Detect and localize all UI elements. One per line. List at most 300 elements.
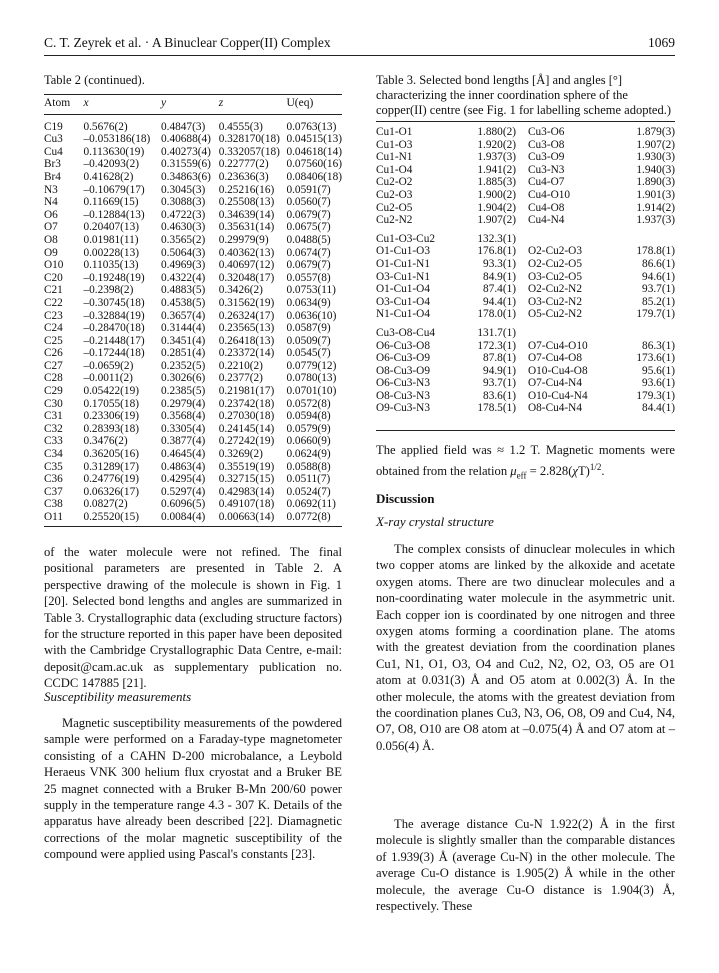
table2-cell: C35 xyxy=(44,460,63,473)
table2-cell: 0.5297(4) xyxy=(161,485,206,498)
table2-cell: 0.42983(14) xyxy=(218,485,275,498)
table2-row xyxy=(44,221,342,234)
table2-cell: 0.113630(19) xyxy=(83,145,145,158)
table2-row xyxy=(44,209,342,222)
table2-col-ueq: U(eq) xyxy=(286,97,314,109)
table2-cell: 0.2385(5) xyxy=(161,385,206,398)
table2-cell: 0.3426(2) xyxy=(218,284,263,297)
table3-cell: O8-Cu3-N3 xyxy=(376,389,430,402)
table2-cell: 0.3045(3) xyxy=(161,183,206,196)
table2-col-y: y xyxy=(161,97,167,109)
subsection-susceptibility: Susceptibility measurements xyxy=(44,689,192,704)
table2-cell: –0.28470(18) xyxy=(83,322,145,335)
table3-row xyxy=(376,340,675,353)
table3-cell: Cu3-O8-Cu4 xyxy=(376,326,435,339)
table3-cell: O6-Cu3-O8 xyxy=(376,339,430,352)
table3-cell: 131.7(1) xyxy=(477,326,516,339)
table2-cell: O8 xyxy=(44,233,58,246)
table2-cell: 0.6096(5) xyxy=(161,498,206,511)
table2-cell: 0.11035(13) xyxy=(83,259,139,272)
table2-cell: 0.2352(5) xyxy=(161,359,206,372)
table2-cell: 0.24776(19) xyxy=(83,473,139,486)
table2-cell: 0.26418(13) xyxy=(218,334,275,347)
table3-row xyxy=(376,139,675,152)
table2-cell: 0.0660(9) xyxy=(286,435,331,448)
table2-cell: 0.11669(15) xyxy=(83,196,139,209)
table3-body xyxy=(376,126,675,415)
table3-cell: 178.5(1) xyxy=(477,402,516,415)
table2-header-row xyxy=(44,95,342,114)
table2-cell: C36 xyxy=(44,473,63,486)
table2-cell: –0.0011(2) xyxy=(83,372,133,385)
table2-cell: 0.06326(17) xyxy=(83,485,139,498)
table2-cell: 0.0579(9) xyxy=(286,422,331,435)
table2-cell: Br4 xyxy=(44,170,61,183)
table2-cell: C33 xyxy=(44,435,63,448)
table2-cell: 0.04515(13) xyxy=(286,133,342,146)
table2-bottom-rule xyxy=(44,526,342,527)
table3-row xyxy=(376,189,675,202)
table2-cell: 0.35519(19) xyxy=(218,460,275,473)
table2-cell: 0.40362(13) xyxy=(218,246,275,259)
table2-cell: 0.22777(2) xyxy=(218,158,269,171)
table3-cell xyxy=(528,233,608,246)
table3-cell: 178.8(1) xyxy=(636,245,675,258)
table3-row xyxy=(376,258,675,271)
table2-cell: 0.4645(4) xyxy=(161,448,206,461)
table3-cell: 94.9(1) xyxy=(483,364,516,377)
table3-row xyxy=(376,151,675,164)
table3-cell: O3-Cu1-N1 xyxy=(376,270,430,283)
table2-cell: 0.00228(13) xyxy=(83,246,139,259)
table3-cell: 1.885(3) xyxy=(477,176,516,189)
table3-cell: 1.941(2) xyxy=(477,163,516,176)
table2-cell: 0.2851(4) xyxy=(161,347,206,360)
left-paragraph-2: Magnetic susceptibility measurements of the powdered sample were performed on a Faraday-type magnetometer consisting of a CAHN D-200 microbalance, a Leybold Heraeus VNK 300 helium flux cryostat and a Bruker BE 25 magnet connected with a Bruker B-Mn 200/60 power supply in the temperature range 4.3 - 307 K. Details of the apparatus have already been described [22]. Diamagnetic corrections of the molar magnetic susceptibility of the compound were applied using Pascal's constants [23]. xyxy=(44,716,342,862)
table2-cell: 0.5676(2) xyxy=(83,120,128,133)
table2-cell: 0.32048(17) xyxy=(218,271,275,284)
table3-cell: O10-Cu4-N4 xyxy=(528,389,588,402)
table3-cell: 93.7(1) xyxy=(483,377,516,390)
table3-cell: O6-Cu3-O9 xyxy=(376,352,430,365)
table2-cell: 0.31559(6) xyxy=(161,158,211,171)
table2-cell: –0.21448(17) xyxy=(83,334,145,347)
table3-cell: O7-Cu4-O10 xyxy=(528,339,588,352)
table2-cell: 0.27030(18) xyxy=(218,410,275,423)
table3 xyxy=(376,126,675,415)
table2-cell: C23 xyxy=(44,309,63,322)
table2-cell: 0.31289(17) xyxy=(83,460,139,473)
table3-cell: 1.907(2) xyxy=(477,214,516,227)
left-paragraph-1: of the water molecule were not refined. The final positional parameters are presented in Table 2. A perspective drawing of the molecule is shown in Fig. 1 [20]. Selected bond lengths and angles are summarized in Table 3. Crystallographic data (excluding structure factors) for the structure reported in this paper have been deposited with the Cambridge Crystallographic Data Centre, e-mail: deposit@cam.ac.uk as supplementary publication no. CCDC 147885 [21]. xyxy=(44,545,342,691)
table2-cell: C19 xyxy=(44,120,63,133)
table2-cell: 0.0679(7) xyxy=(286,259,331,272)
table3-cell xyxy=(608,233,675,246)
table2-cell: 0.2979(4) xyxy=(161,397,206,410)
table2-cell: 0.3565(2) xyxy=(161,233,206,246)
table3-row xyxy=(376,176,675,189)
table2-row xyxy=(44,498,342,511)
table2-cell: 0.0701(10) xyxy=(286,385,337,398)
table2-cell: –0.42093(2) xyxy=(83,158,139,171)
table3-cell: Cu2-O5 xyxy=(376,201,413,214)
table3-cell: O8-Cu4-N4 xyxy=(528,402,582,415)
table2-cell: 0.49107(18) xyxy=(218,498,275,511)
table3-cell: 1.940(3) xyxy=(636,163,675,176)
table2-cell: 0.0591(7) xyxy=(286,183,331,196)
table2-cell: 0.23372(14) xyxy=(218,347,275,360)
table2-cell: 0.0572(8) xyxy=(286,397,331,410)
table3-row xyxy=(376,214,675,227)
table2-row xyxy=(44,448,342,461)
table3-cell: 179.7(1) xyxy=(636,308,675,321)
table3-cell: O3-Cu1-O4 xyxy=(376,295,430,308)
table2-cell: O11 xyxy=(44,511,64,523)
table2-cell: 0.0636(10) xyxy=(286,309,337,322)
table2-cell: O6 xyxy=(44,208,58,221)
table3-cell: 132.3(1) xyxy=(477,232,516,245)
table2-row xyxy=(44,461,342,474)
table3-cell: Cu3-O8 xyxy=(528,138,565,151)
table3-cell: 1.920(2) xyxy=(477,138,516,151)
table2-grid xyxy=(44,95,342,526)
table3-cell: Cu2-O2 xyxy=(376,176,413,189)
table2-cell: 0.0763(13) xyxy=(286,120,337,133)
table2-cell: O9 xyxy=(44,246,58,259)
table2-cell: 0.4863(4) xyxy=(161,460,206,473)
table2-cell: 0.00663(14) xyxy=(218,511,275,523)
table2-cell: Br3 xyxy=(44,158,61,171)
table2-col-x: x xyxy=(83,97,89,109)
table3-cell: O10-Cu4-O8 xyxy=(528,364,588,377)
table3-cell: 1.879(3) xyxy=(636,126,675,138)
table3-cell: 172.3(1) xyxy=(477,339,516,352)
table3-cell: O2-Cu2-O5 xyxy=(528,257,582,270)
table3-cell: 1.900(2) xyxy=(477,188,516,201)
table2-row xyxy=(44,184,342,197)
table3-cell: Cu4-O7 xyxy=(528,176,565,189)
table3-cell: O9-Cu3-N3 xyxy=(376,402,430,415)
table3-row xyxy=(376,164,675,177)
table2-row xyxy=(44,372,342,385)
table2-cell: 0.4883(5) xyxy=(161,284,206,297)
table2-row xyxy=(44,435,342,448)
table2-cell: 0.0674(7) xyxy=(286,246,331,259)
table3-cell: 179.3(1) xyxy=(636,389,675,402)
right-paragraph-1: The complex consists of dinuclear molecules in which two copper atoms are linked by the alkoxide and acetate oxygen atoms. There are two dinuclear molecules and a non-coordinating water molecule in the asymmetric unit. Each copper ion is coordinated by one nitrogen and three oxygen atoms forming a coordination plane. The atoms with the greatest deviation from the coordination planes Cu1, N1, O1, O3, O4 and Cu2, N2, O2, O3, O5 are O1 atom at 0.031(3) Å and O5 atom at 0.002(3) Å. In the other molecule, the atoms with the greatest deviation from the coordination planes Cu3, N3, O6, O8, O9 and Cu4, N4, O7, O8, O10 are O8 atom at –0.075(4) Å and O7 atom at –0.056(4) Å. xyxy=(376,542,675,753)
table3-cell: N1-Cu1-O4 xyxy=(376,308,430,321)
table2-cell: C38 xyxy=(44,498,63,511)
table2-cell: C28 xyxy=(44,372,63,385)
table2-row xyxy=(44,347,342,360)
table2-cell: 0.23565(13) xyxy=(218,322,275,335)
table3-cell: Cu4-N4 xyxy=(528,214,565,227)
table2-row xyxy=(44,234,342,247)
table2-cell: 0.25508(13) xyxy=(218,196,275,209)
table3-row xyxy=(376,308,675,321)
table2-row xyxy=(44,486,342,499)
table3-cell: O7-Cu4-O8 xyxy=(528,352,582,365)
table2-cell: 0.01981(11) xyxy=(83,233,139,246)
table3-cell: Cu1-O3 xyxy=(376,138,413,151)
table2-cell: 0.23636(3) xyxy=(218,170,269,183)
table3-row xyxy=(376,283,675,296)
table2-cell: 0.40273(4) xyxy=(161,145,211,158)
table2-cell: 0.0557(8) xyxy=(286,271,331,284)
table2-cell: 0.31562(19) xyxy=(218,296,275,309)
table2-cell: 0.3026(6) xyxy=(161,372,206,385)
table3-grid xyxy=(376,126,675,415)
table3-cell: 173.6(1) xyxy=(636,352,675,365)
table3-cell: Cu3-O6 xyxy=(528,126,565,138)
table3-cell: Cu1-O4 xyxy=(376,163,413,176)
table2-row xyxy=(44,398,342,411)
table3-cell: Cu3-N3 xyxy=(528,163,565,176)
table2-cell: 0.40688(4) xyxy=(161,133,211,146)
table2-cell: 0.4969(3) xyxy=(161,259,206,272)
table2-cell: 0.0675(7) xyxy=(286,221,331,234)
table2-cell: 0.3451(4) xyxy=(161,334,206,347)
table2-cell: 0.0624(9) xyxy=(286,448,331,461)
table2-cell: 0.0634(9) xyxy=(286,296,331,309)
table2-cell: O10 xyxy=(44,259,64,272)
table2-row xyxy=(44,511,342,526)
table3-cell: 1.890(3) xyxy=(636,176,675,189)
table2-cell: C32 xyxy=(44,422,63,435)
table2-cell: 0.4538(5) xyxy=(161,296,206,309)
table2-cell: C25 xyxy=(44,334,63,347)
table2-row xyxy=(44,297,342,310)
table2-cell: 0.4322(4) xyxy=(161,271,206,284)
table3-cell: 86.3(1) xyxy=(642,339,675,352)
table2-cell: 0.3476(2) xyxy=(83,435,128,448)
table2-cell: 0.25520(15) xyxy=(83,511,139,523)
table3-cell: 178.0(1) xyxy=(477,308,516,321)
table3-cell: 1.901(3) xyxy=(636,188,675,201)
table2-cell: 0.23306(19) xyxy=(83,410,139,423)
table3-cell: 176.8(1) xyxy=(477,245,516,258)
table2-row xyxy=(44,284,342,297)
table2-cell: 0.0545(7) xyxy=(286,347,331,360)
table2-cell: 0.0587(9) xyxy=(286,322,331,335)
table2-row xyxy=(44,259,342,272)
table3-cell: Cu2-O3 xyxy=(376,188,413,201)
table2-cell: 0.4847(3) xyxy=(161,120,206,133)
table2-col-atom: Atom xyxy=(44,97,71,109)
table2-cell: 0.0827(2) xyxy=(83,498,128,511)
table2-cell: 0.3305(4) xyxy=(161,422,206,435)
table2-row xyxy=(44,247,342,260)
table2-cell: 0.4295(4) xyxy=(161,473,206,486)
table2-cell: 0.0780(13) xyxy=(286,372,337,385)
applied-field-text xyxy=(376,442,675,484)
table3-row xyxy=(376,390,675,403)
table2-cell: 0.27242(19) xyxy=(218,435,275,448)
table2-cell: 0.26324(17) xyxy=(218,309,275,322)
table2-cell: 0.0488(5) xyxy=(286,233,331,246)
table3-cell: 87.4(1) xyxy=(483,283,516,296)
table3-cell: 84.9(1) xyxy=(483,270,516,283)
table2-cell: 0.3657(4) xyxy=(161,309,206,322)
table3-cell: O5-Cu2-N2 xyxy=(528,308,582,321)
table2-cell: 0.4722(3) xyxy=(161,208,206,221)
table2-cell: –0.0659(2) xyxy=(83,359,134,372)
table3-cell: 87.8(1) xyxy=(483,352,516,365)
table2-cell: 0.0594(8) xyxy=(286,410,331,423)
table3-cell: Cu2-N2 xyxy=(376,214,413,227)
table2-cell: –0.053186(18) xyxy=(83,133,151,146)
table2-row xyxy=(44,423,342,436)
table3-cell: 83.6(1) xyxy=(483,389,516,402)
table2-cell: 0.34863(6) xyxy=(161,170,211,183)
table2-cell: 0.05422(19) xyxy=(83,385,139,398)
table2-cell: N4 xyxy=(44,196,58,209)
table2 xyxy=(44,94,342,527)
table3-row xyxy=(376,377,675,390)
table2-cell: 0.0560(7) xyxy=(286,196,331,209)
table2-cell: 0.08406(18) xyxy=(286,170,342,183)
table2-body xyxy=(44,114,342,526)
table3-cell: O1-Cu1-O4 xyxy=(376,283,430,296)
table3-cell: 1.907(2) xyxy=(636,138,675,151)
table2-cell: 0.36205(16) xyxy=(83,448,139,461)
table2-cell: 0.0692(11) xyxy=(286,498,336,511)
table3-cell: Cu1-O1 xyxy=(376,126,413,138)
subsection-xray: X-ray crystal structure xyxy=(376,514,494,529)
table3-row xyxy=(376,271,675,284)
table3-cell: O3-Cu2-N2 xyxy=(528,295,582,308)
table3-row xyxy=(376,233,675,246)
table2-cell: 0.20407(13) xyxy=(83,221,139,234)
table2-cell: 0.332057(18) xyxy=(218,145,280,158)
table2-cell: 0.17055(18) xyxy=(83,397,139,410)
table3-row xyxy=(376,327,675,340)
table2-cell: C37 xyxy=(44,485,63,498)
table2-cell: C21 xyxy=(44,284,63,297)
table2-cell: C20 xyxy=(44,271,63,284)
table3-cell: 86.6(1) xyxy=(642,257,675,270)
table2-cell: 0.28393(18) xyxy=(83,422,139,435)
right-paragraph-2: The average distance Cu-N 1.922(2) Å in the first molecule is slightly smaller than the comparable distances of 1.939(3) Å (average Cu-N) in the other molecule. The average Cu-O distance is 1.905(2) Å while in the other molecule, the average Cu-O distance is 1.904(3) Å, respectively. These xyxy=(376,817,675,914)
table3-cell: Cu1-N1 xyxy=(376,151,413,164)
table2-cell: Cu4 xyxy=(44,145,63,158)
table2-cell: Cu3 xyxy=(44,133,63,146)
table3-cell: Cu4-O8 xyxy=(528,201,565,214)
table2-cell: 0.4555(3) xyxy=(218,120,263,133)
table3-cell: 93.6(1) xyxy=(642,377,675,390)
table2-cell: C30 xyxy=(44,397,63,410)
table2-cell: O7 xyxy=(44,221,58,234)
table2-row xyxy=(44,171,342,184)
table3-cell: 94.4(1) xyxy=(483,295,516,308)
table3-cell: 93.3(1) xyxy=(483,257,516,270)
table2-cell: C34 xyxy=(44,448,63,461)
table3-bottom-rule xyxy=(376,430,675,431)
table2-cell: 0.3088(3) xyxy=(161,196,206,209)
table2-row xyxy=(44,272,342,285)
table2-row xyxy=(44,196,342,209)
table2-cell: 0.2210(2) xyxy=(218,359,263,372)
table2-cell: 0.23742(18) xyxy=(218,397,275,410)
table2-cell: 0.0679(7) xyxy=(286,208,331,221)
table2-cell: C29 xyxy=(44,385,63,398)
table3-cell: Cu4-O10 xyxy=(528,188,571,201)
table2-cell: 0.3568(4) xyxy=(161,410,206,423)
table2-cell: 0.41628(2) xyxy=(83,170,134,183)
table2-cell: 0.0753(11) xyxy=(286,284,336,297)
table3-cell: O8-Cu3-O9 xyxy=(376,364,430,377)
table2-row xyxy=(44,410,342,423)
table3-cell: Cu1-O3-Cu2 xyxy=(376,232,435,245)
table3-cell: 1.904(2) xyxy=(477,201,516,214)
table2-cell: 0.29979(9) xyxy=(218,233,269,246)
table2-row xyxy=(44,473,342,486)
table2-cell: 0.3269(2) xyxy=(218,448,263,461)
table2-cell: N3 xyxy=(44,183,58,196)
table2-row xyxy=(44,114,342,133)
table3-row xyxy=(376,202,675,215)
table2-cell: 0.07560(16) xyxy=(286,158,342,171)
table3-cell: O7-Cu4-N4 xyxy=(528,377,582,390)
table2-cell: 0.5064(3) xyxy=(161,246,206,259)
table2-cell: 0.0511(7) xyxy=(286,473,331,486)
table2-cell: 0.4630(3) xyxy=(161,221,206,234)
table3-cell xyxy=(528,327,608,340)
table2-cell: –0.12884(13) xyxy=(83,208,145,221)
table3-caption: Table 3. Selected bond lengths [Å] and angles [°] characterizing the inner coordination sphere of the copper(II) centre (see Fig. 1 for labelling scheme adopted.) xyxy=(376,73,672,117)
table2-cell: 0.21981(17) xyxy=(218,385,275,398)
table3-cell: O2-Cu2-O3 xyxy=(528,245,582,258)
table3-cell: 85.2(1) xyxy=(642,295,675,308)
table2-cell: C27 xyxy=(44,359,63,372)
table2-row xyxy=(44,322,342,335)
table2-cell: –0.17244(18) xyxy=(83,347,145,360)
table3-cell: 95.6(1) xyxy=(642,364,675,377)
table2-row xyxy=(44,385,342,398)
table3-cell: O3-Cu2-O5 xyxy=(528,270,582,283)
table3-cell: 1.914(2) xyxy=(636,201,675,214)
table3-cell: 1.930(3) xyxy=(636,151,675,164)
table2-cell: 0.3877(4) xyxy=(161,435,206,448)
table2-cell: 0.0772(8) xyxy=(286,511,331,523)
header-rule xyxy=(44,55,675,56)
table2-cell: C22 xyxy=(44,296,63,309)
table2-cell: 0.24145(14) xyxy=(218,422,275,435)
table2-row xyxy=(44,360,342,373)
table2-cell: –0.30745(18) xyxy=(83,296,145,309)
table2-row xyxy=(44,133,342,146)
section-discussion: Discussion xyxy=(376,491,435,506)
table2-cell: 0.25216(16) xyxy=(218,183,275,196)
applied-field-sentence: The applied field was ≈ 1.2 T. Magnetic moments were obtained from the relation $\mu_{eff} = 2.828(\chi T)^{1/2}$. xyxy=(376,443,675,481)
table3-cell: 1.937(3) xyxy=(636,214,675,227)
table2-cell: 0.0779(12) xyxy=(286,359,337,372)
table3-cell: 84.4(1) xyxy=(642,402,675,415)
table2-cell: C26 xyxy=(44,347,63,360)
table2-cell: 0.0509(7) xyxy=(286,334,331,347)
table3-cell: 94.6(1) xyxy=(642,270,675,283)
table2-row xyxy=(44,158,342,171)
table3-cell: 1.937(3) xyxy=(477,151,516,164)
table2-cell: 0.0588(8) xyxy=(286,460,331,473)
table3-cell: O1-Cu1-N1 xyxy=(376,257,430,270)
table3-cell: Cu3-O9 xyxy=(528,151,565,164)
table2-cell: 0.2377(2) xyxy=(218,372,263,385)
table2-cell: 0.35631(14) xyxy=(218,221,275,234)
table3-cell: O2-Cu2-N2 xyxy=(528,283,582,296)
table2-cell: –0.32884(19) xyxy=(83,309,145,322)
table2-row xyxy=(44,310,342,323)
